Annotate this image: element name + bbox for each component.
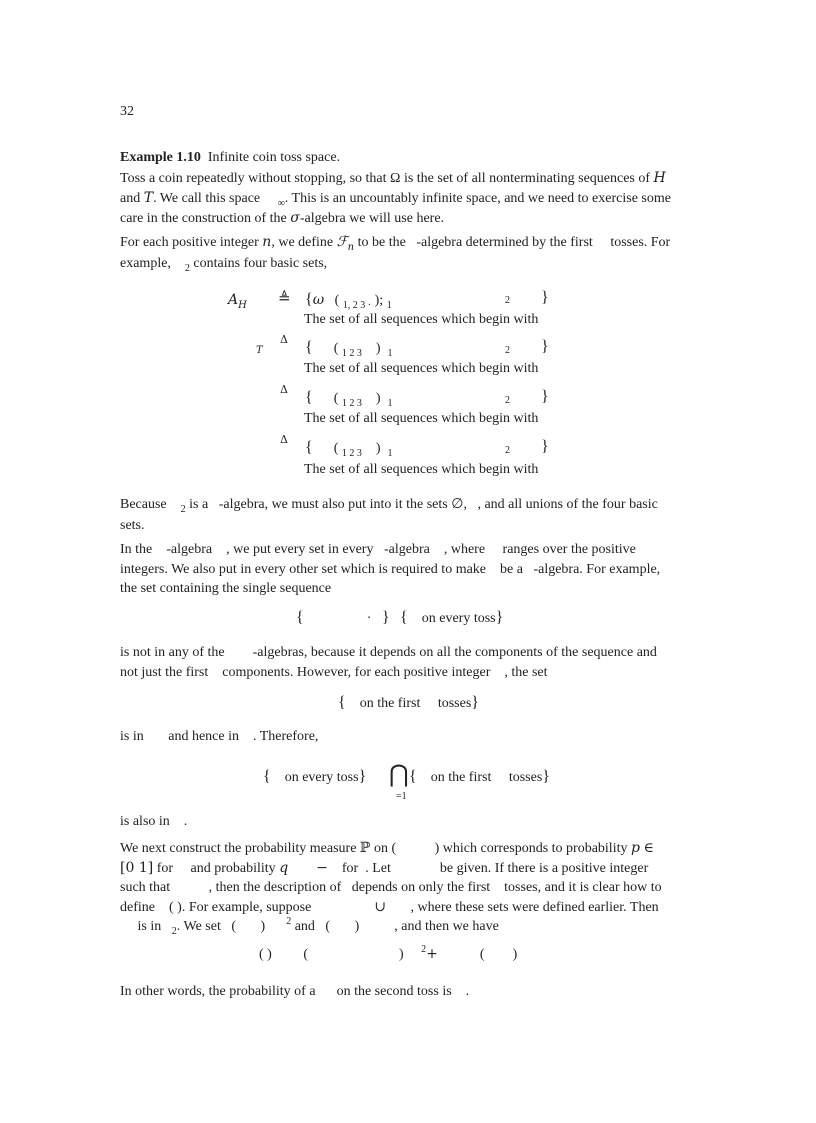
para8-line3: such that , then the description of depends on only the first tosses, and it is clear how to — [120, 880, 662, 895]
para8-line1: We next construct the probability measure ℙ on ( ) which corresponds to probability p ∈ — [120, 840, 654, 856]
set-AH-sub2: 2 — [505, 295, 510, 306]
intersection-symbol: ⋂ — [389, 760, 409, 788]
para4-line2: integers. We also put in every other set which is required to make be a -algebra. For example, — [120, 561, 661, 577]
example-title: Infinite coin toss space. — [207, 150, 341, 165]
paragraph-F-infinity — [120, 540, 696, 599]
para1-line1: Toss a coin repeatedly without stopping, so that Ω is the set of all nonterminating sequences of H — [120, 170, 666, 186]
set-AH-expr: {ω ( $_{1, 2 3 \cdot}$ ); $_1$ — [305, 291, 392, 311]
para5-line1: is not in any of the -algebras, because it depends on all the components of the sequence and — [120, 645, 657, 660]
set-AT-caption: The set of all sequences which begin with — [304, 361, 539, 376]
para1-line2: and T. We call this space $_\infty$. This is an uncountably infinite space, and we need to exercise some — [120, 189, 671, 209]
para4-line1: In the -algebra , we put every set in every -algebra , where ranges over the positive — [120, 542, 636, 557]
set-AH-rbrace: } — [541, 289, 549, 306]
set-row3-sub2: 2 — [505, 395, 510, 406]
set-AT-sub2: 2 — [505, 345, 510, 356]
page-number: 32 — [120, 104, 134, 119]
set-AH-label: $A_H$ — [228, 292, 247, 311]
para5-line2: not just the first components. However, for each positive integer , the set — [120, 664, 548, 680]
set-AH-defeq: ≜ — [278, 289, 291, 307]
display-single-sequence: { · } { on every toss} — [296, 609, 504, 626]
set-row4-defeq: Δ — [280, 433, 288, 446]
display3-right: { on the first tosses} — [409, 768, 550, 785]
set-row3-caption: The set of all sequences which begin with — [304, 411, 539, 426]
para8-line5: is in $_2$. We set ( ) $^2$ and ( ) , and then we have — [137, 916, 499, 937]
para2-line1: For each positive integer n, we define ℱ$_n$ to be the -algebra determined by the first tosses. For — [120, 234, 671, 253]
paragraph-unions — [120, 495, 696, 535]
intersection-limit: =1 — [396, 791, 407, 802]
set-AT-label: T — [256, 345, 263, 356]
set-AT-defeq: Δ — [280, 333, 288, 346]
para3-line2: sets. — [120, 517, 145, 533]
paragraph-is-in: is in and hence in . Therefore, — [120, 729, 319, 744]
paragraph-probability-measure — [120, 839, 696, 938]
paragraph-also-in: is also in . — [120, 814, 188, 829]
set-row3-expr: { ( $_{1 2 3}$ ) $_1$ — [305, 389, 393, 409]
para8-line2: [0 1] for and probability q − for . Let be given. If there is a positive integer — [120, 859, 649, 876]
para2-line2: example, $_2$ contains four basic sets, — [120, 255, 328, 274]
set-AT-rbrace: } — [541, 338, 549, 355]
set-row4-sub2: 2 — [505, 445, 510, 456]
example-heading — [120, 150, 340, 166]
set-row4-rbrace: } — [541, 438, 549, 455]
paragraph-conclusion: In other words, the probability of a on the second toss is . — [120, 984, 470, 999]
set-row3-rbrace: } — [541, 388, 549, 405]
para8-line4: define ( ). For example, suppose ∪ , where these sets were defined earlier. Then — [120, 898, 659, 915]
para1-line3: care in the construction of the σ-algebra we will use here. — [120, 210, 445, 226]
paragraph-sigma-algebra-definition — [120, 233, 696, 274]
display-first-n-tosses: { on the first tosses} — [338, 694, 479, 711]
set-AH-caption: The set of all sequences which begin with — [304, 312, 539, 327]
set-row4-caption: The set of all sequences which begin with — [304, 462, 539, 477]
display3-left: { on every toss} — [263, 768, 367, 785]
set-row4-expr: { ( $_{1 2 3}$ ) $_1$ — [305, 439, 393, 459]
display-probability-equation: ( ) ( ) $^2$+ ( ) — [259, 944, 518, 962]
paragraph-coin-toss — [120, 169, 696, 229]
para4-line3: the set containing the single sequence — [120, 581, 332, 596]
paragraph-not-in-Fn — [120, 643, 696, 682]
para3-line1: Because $_2$ is a -algebra, we must also put into it the sets ∅, , and all unions of the four basic — [120, 496, 658, 515]
set-AT-expr: { ( $_{1 2 3}$ ) $_1$ — [305, 339, 393, 359]
example-label: Example 1.10 — [120, 150, 201, 165]
set-row3-defeq: Δ — [280, 383, 288, 396]
